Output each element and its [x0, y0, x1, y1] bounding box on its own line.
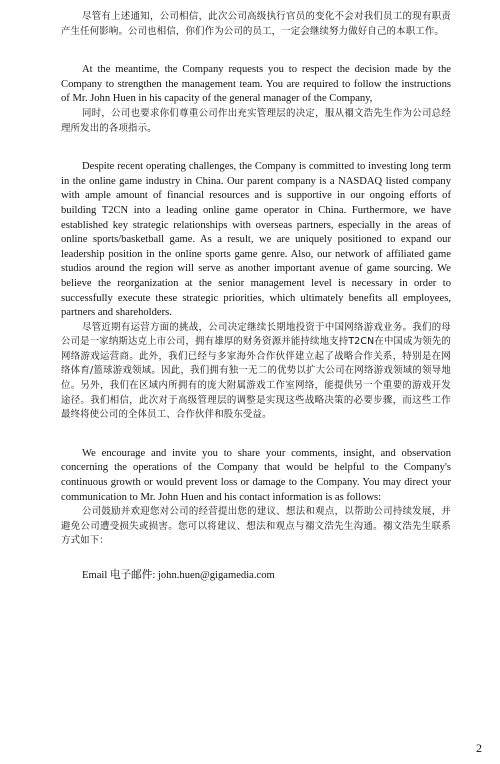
- paragraph-en-3: Despite recent operating challenges, the Company is committed to investing long term in the online game industry in China. Our parent company is a NASDAQ listed company with ample amount of financial resources and is supportive in our ongoing efforts of building T2CN into a leading online game operator in China. Furthermore, we have established key strategic relationships with overseas partners, especially in the areas of online sports/basketball game. As a result, we are uniquely positioned to expand our leadership position in the online sports game genre. Also, our network of affiliated game studios around the region will serve as another important avenue of game sourcing. We believe the reorganization at the senior management level is necessary in order to successfully execute these strategic priorities, which ultimately benefits all employees, partners and shareholders.: [61, 161, 451, 319]
- page-number: 2: [476, 741, 482, 755]
- paragraph-en-4: We encourage and invite you to share your comments, insight, and observation concerning the operations of the Company that would be helpful to the Company's continuous growth or would prevent loss or damage to the Company. You may direct your communication to Mr. John Huen and his contact information is as follows:: [61, 447, 451, 503]
- paragraph-cn-2: 同时，公司也要求你们尊重公司作出充实管理层的决定，服从禤文浩先生作为公司总经理所发出的各项指示。: [61, 107, 451, 134]
- paragraph-gap: [61, 423, 451, 447]
- email-contact: Email 电子邮件: john.huen@gigamedia.com: [82, 570, 275, 581]
- document-body: [61, 10, 451, 583]
- paragraph-gap: [61, 39, 451, 63]
- paragraph-cn-4: 公司鼓励并欢迎您对公司的经营提出您的建议、想法和观点，以帮助公司持续发展，并避免公司遭受损失或损害。您可以将建议、想法和观点与禤文浩先生沟通。禤文浩先生联系方式如下：: [61, 506, 451, 547]
- paragraph-en-2: At the meantime, the Company requests you to respect the decision made by the Company to strengthen the management team. You are required to follow the instructions of Mr. John Huen in his capacity of the general manager of the Company,: [61, 64, 451, 105]
- paragraph-gap: [61, 549, 451, 569]
- paragraph-cn-3: 尽管近期有运营方面的挑战，公司决定继续长期地投资于中国网络游戏业务。我们的母公司是一家纳斯达克上市公司，拥有雄厚的财务资源并能持续地支持T2CN在中国成为领先的网络游戏运营商。此外，我们已经与多家海外合作伙伴建立起了战略合作关系，特别是在网络体育/篮球游戏领域。因此，我们拥有独一无二的优势以扩大公司在网络游戏领域的领导地位。另外，我们在区域内所拥有的庞大附属游戏工作室网络，能提供另一个重要的游戏开发途径。我们相信，此次对于高级管理层的调整是实现这些战略决策的必要步骤，而这些工作最终将使公司的全体员工、合作伙伴和股东受益。: [61, 321, 451, 421]
- paragraph-cn-1: 尽管有上述通知，公司相信，此次公司高级执行官员的变化不会对我们员工的现有职责产生任何影响。公司也相信，你们作为公司的员工，一定会继续努力做好自己的本职工作。: [61, 11, 451, 37]
- paragraph-gap: [61, 136, 451, 160]
